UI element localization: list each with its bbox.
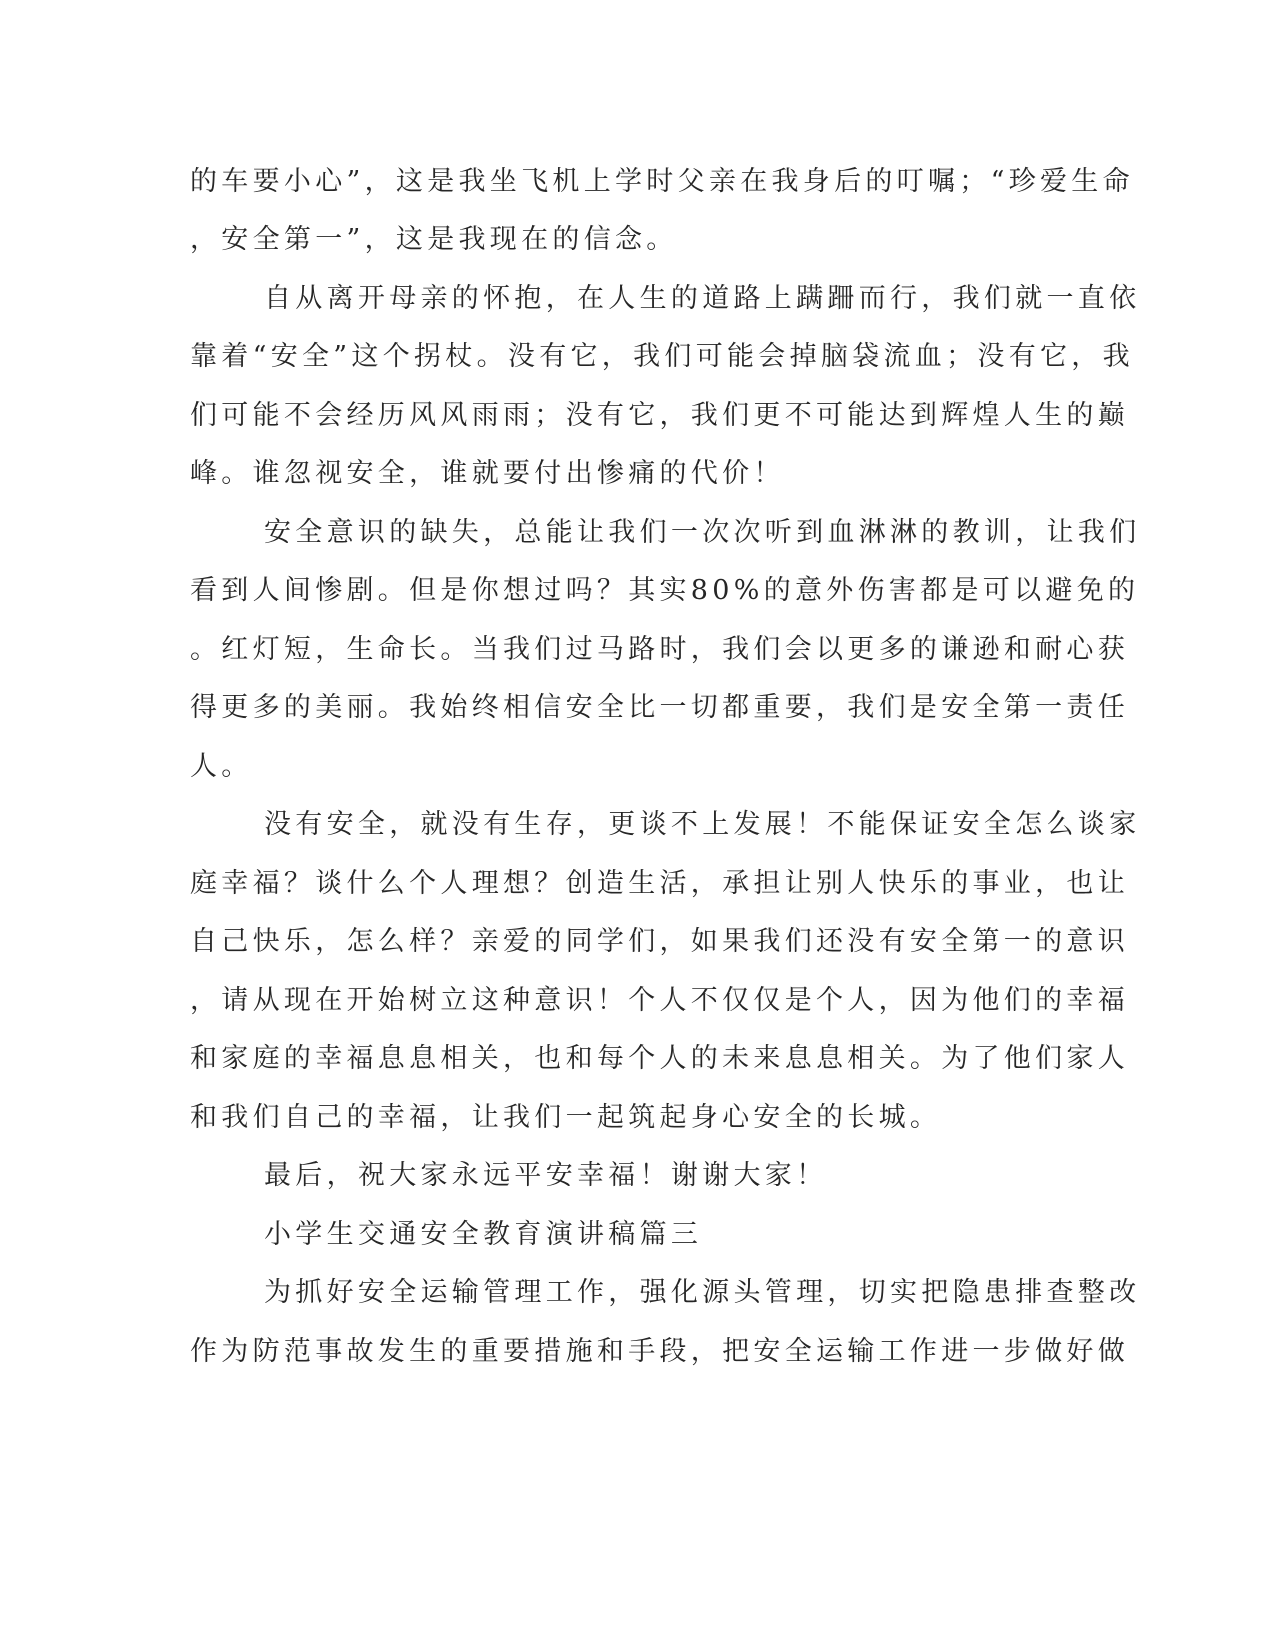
paragraph-first-line: 自从离开母亲的怀抱，在人生的道路上蹒跚而行，我们就一直依 [264, 283, 1141, 314]
paragraph-first-line: 最后，祝大家永远平安幸福！谢谢大家！ [264, 1160, 828, 1191]
paragraph-first-line: 安全意识的缺失，总能让我们一次次听到血淋淋的教训，让我们 [264, 517, 1141, 548]
text-line: 的车要小心”，这是我坐飞机上学时父亲在我身后的叮嘱；“珍爱生命 [190, 166, 1134, 197]
text-line: 作为防范事故发生的重要措施和手段，把安全运输工作进一步做好做 [190, 1336, 1129, 1367]
text-line: 看到人间惨剧。但是你想过吗？其实80%的意外伤害都是可以避免的 [190, 575, 1140, 606]
text-line: 自己快乐，怎么样？亲爱的同学们，如果我们还没有安全第一的意识 [190, 926, 1129, 957]
text-line: 靠着“安全”这个拐杖。没有它，我们可能会掉脑袋流血；没有它，我 [190, 341, 1134, 372]
text-line: 们可能不会经历风风雨雨；没有它，我们更不可能达到辉煌人生的巅 [190, 400, 1129, 431]
text-line: ，请从现在开始树立这种意识！个人不仅仅是个人，因为他们的幸福 [190, 985, 1129, 1016]
text-line: 得更多的美丽。我始终相信安全比一切都重要，我们是安全第一责任 [190, 692, 1129, 723]
text-line: 庭幸福？谈什么个人理想？创造生活，承担让别人快乐的事业，也让 [190, 868, 1129, 899]
text-line: 峰。谁忽视安全，谁就要付出惨痛的代价！ [190, 458, 785, 489]
section-heading: 小学生交通安全教育演讲稿篇三 [264, 1219, 703, 1250]
text-line: 和我们自己的幸福，让我们一起筑起身心安全的长城。 [190, 1102, 942, 1133]
text-line: 和家庭的幸福息息相关，也和每个人的未来息息相关。为了他们家人 [190, 1043, 1129, 1074]
text-line: 人。 [190, 751, 253, 782]
paragraph-first-line: 没有安全，就没有生存，更谈不上发展！不能保证安全怎么谈家 [264, 809, 1141, 840]
text-line: 。红灯短，生命长。当我们过马路时，我们会以更多的谦逊和耐心获 [190, 634, 1129, 665]
text-line: ，安全第一”，这是我现在的信念。 [190, 224, 678, 255]
paragraph-first-line: 为抓好安全运输管理工作，强化源头管理，切实把隐患排查整改 [264, 1277, 1141, 1308]
